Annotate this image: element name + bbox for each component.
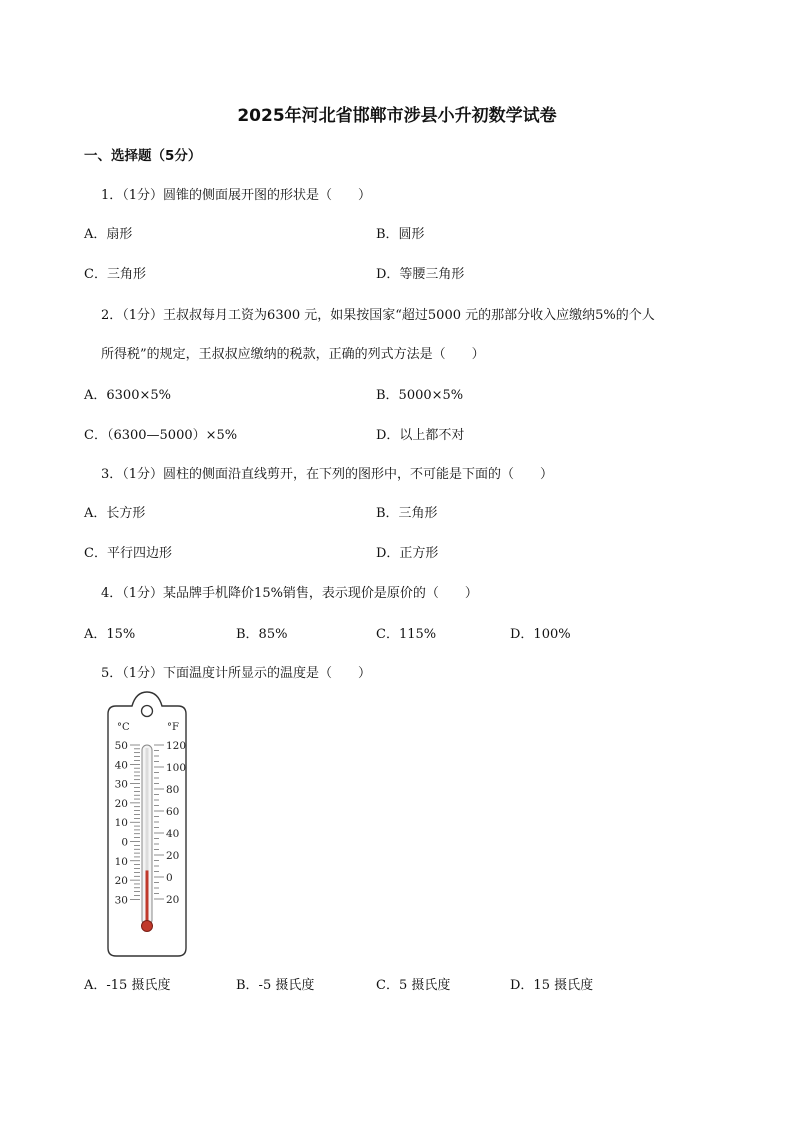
fahrenheit-tick-label: 20 — [166, 894, 180, 906]
question-4-stem: 4．（1分）某品牌手机降价15%销售，表示现价是原价的（ ） — [101, 586, 478, 601]
celsius-tick-label: 30 — [114, 894, 128, 907]
celsius-tick-label: 0 — [121, 836, 128, 849]
question-2-option-a[interactable]: A．6300×5% — [84, 388, 171, 403]
fahrenheit-tick-label: 40 — [166, 828, 180, 840]
question-1-option-a[interactable]: A．扇形 — [84, 227, 133, 242]
question-5-option-c[interactable]: C．5 摄氏度 — [376, 978, 451, 993]
question-5-option-a[interactable]: A．-15 摄氏度 — [84, 978, 171, 993]
fahrenheit-tick-label: 60 — [166, 806, 180, 818]
question-4-option-d[interactable]: D．100% — [510, 627, 571, 642]
question-1-option-b[interactable]: B．圆形 — [376, 227, 425, 242]
thermometer-figure — [100, 690, 194, 960]
question-3-option-d[interactable]: D．正方形 — [376, 546, 439, 561]
question-1-option-d[interactable]: D．等腰三角形 — [376, 267, 465, 282]
celsius-tick-label: 50 — [114, 740, 128, 752]
celsius-tick-label: 20 — [114, 797, 128, 810]
fahrenheit-tick-label: 120 — [166, 740, 187, 752]
thermometer-bulb — [142, 921, 153, 932]
question-5-stem: 5．（1分）下面温度计所显示的温度是（ ） — [101, 666, 372, 681]
question-1-option-c[interactable]: C．三角形 — [84, 267, 146, 282]
thermometer-svg — [100, 690, 194, 960]
fahrenheit-unit-label: °F — [167, 722, 179, 733]
question-5-option-d[interactable]: D．15 摄氏度 — [510, 978, 594, 993]
celsius-tick-label: 40 — [114, 759, 128, 772]
fahrenheit-tick-label: 20 — [166, 850, 180, 862]
celsius-tick-label: 20 — [114, 875, 128, 888]
question-3-option-b[interactable]: B．三角形 — [376, 506, 438, 521]
celsius-tick-label: 10 — [114, 855, 128, 868]
celsius-tick-label: 10 — [114, 817, 128, 830]
question-4-option-b[interactable]: B．85% — [236, 627, 288, 642]
question-2-option-c[interactable]: C．（6300—5000）×5% — [84, 428, 238, 443]
question-2-stem-line-2: 所得税”的规定，王叔叔应缴纳的税款，正确的列式方法是（ ） — [101, 347, 485, 362]
question-3-option-a[interactable]: A．长方形 — [84, 506, 146, 521]
question-1-stem: 1．（1分）圆锥的侧面展开图的形状是（ ） — [101, 188, 372, 203]
celsius-unit-label: °C — [117, 722, 130, 733]
fahrenheit-tick-label: 80 — [166, 784, 180, 796]
section-heading: 一、选择题（5分） — [84, 148, 202, 164]
thermometer-liquid — [146, 870, 149, 923]
celsius-tick-label: 30 — [114, 778, 128, 791]
page-title: 2025年河北省邯郸市涉县小升初数学试卷 — [237, 106, 557, 126]
fahrenheit-tick-label: 0 — [166, 872, 173, 884]
hanging-hole — [142, 706, 153, 717]
question-2-option-b[interactable]: B．5000×5% — [376, 388, 464, 403]
question-3-stem: 3．（1分）圆柱的侧面沿直线剪开，在下列的图形中，不可能是下面的（ ） — [101, 467, 554, 482]
question-2-stem-line-1: 2．（1分）王叔叔每月工资为6300 元，如果按国家“超过5000 元的那部分收入应缴纳5%的个人 — [101, 308, 655, 323]
question-2-option-d[interactable]: D．以上都不对 — [376, 428, 465, 443]
fahrenheit-tick-label: 100 — [166, 762, 187, 774]
question-4-option-c[interactable]: C．115% — [376, 627, 437, 642]
question-3-option-c[interactable]: C．平行四边形 — [84, 546, 172, 561]
question-5-option-b[interactable]: B．-5 摄氏度 — [236, 978, 315, 993]
question-4-option-a[interactable]: A．15% — [84, 627, 136, 642]
